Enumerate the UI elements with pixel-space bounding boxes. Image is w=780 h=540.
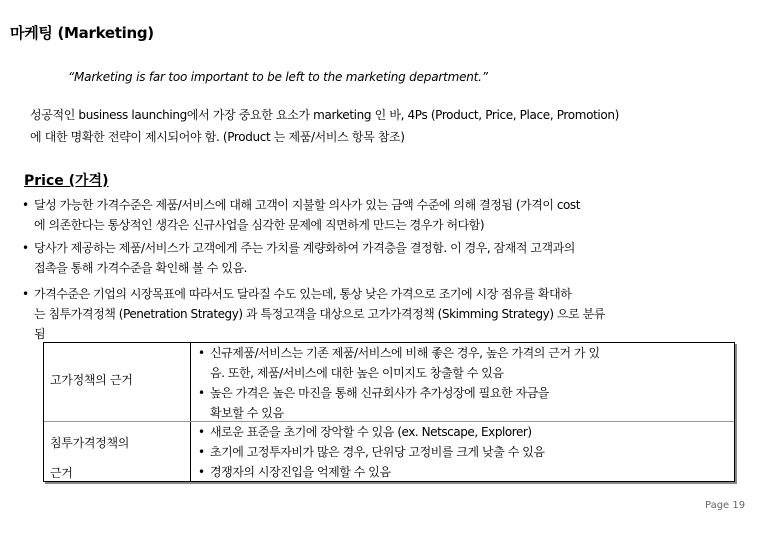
bullet-dot: • <box>198 425 205 439</box>
item-line: 음. 또한, 제품/서비스에 대한 높은 이미지도 창출할 수 있음 <box>210 366 504 380</box>
bullet-dot: • <box>22 241 29 255</box>
intro-line: 성공적인 business launching에서 가장 중요한 요소가 marketing 인 바, 4Ps (Product, Price, Place, Promotion) <box>30 108 619 122</box>
list-item <box>198 343 728 383</box>
bullet-dot: • <box>198 386 205 400</box>
slide-title: 마케팅 (Marketing) <box>10 24 154 42</box>
table-row <box>44 343 734 422</box>
bullet-line: 접촉을 통해 가격수준을 확인해 볼 수 있음. <box>34 261 247 275</box>
bullet-line: 됨 <box>34 327 46 341</box>
row-label: 고가정책의 근거 <box>50 373 133 387</box>
item-line: 확보할 수 있음 <box>210 406 284 420</box>
bullet-line: 에 의존한다는 통상적인 생각은 신규사업을 심각한 문제에 직면하게 만드는 경우가 허다함) <box>34 218 485 232</box>
bullet-dot: • <box>198 445 205 459</box>
list-item <box>198 462 728 482</box>
bullet-item <box>22 238 774 278</box>
pricing-strategy-table <box>43 342 735 482</box>
item-line: 새로운 표준을 초기에 장악할 수 있음 (ex. Netscape, Explorer) <box>210 425 532 439</box>
bullet-line: 달성 가능한 가격수준은 제품/서비스에 대해 고객이 지불할 의사가 있는 금액 수준에 의해 결정됨 (가격이 cost <box>34 198 580 212</box>
bullet-line: 당사가 제공하는 제품/서비스가 고객에게 주는 가치를 계량화하여 가격층을 결정함. 이 경우, 잠재적 고객과의 <box>34 241 575 255</box>
bullet-dot: • <box>22 198 29 212</box>
bullet-item <box>22 284 774 344</box>
bullet-dot: • <box>198 465 205 479</box>
row-label-line: 근거 <box>50 466 73 480</box>
item-line: 경쟁자의 시장진입을 억제할 수 있음 <box>210 465 391 479</box>
list-item <box>198 422 728 442</box>
item-line: 초기에 고정투자비가 많은 경우, 단위당 고정비를 크게 낮출 수 있음 <box>210 445 545 459</box>
list-item <box>198 442 728 462</box>
row-content <box>198 422 728 482</box>
table-row <box>44 422 734 481</box>
page-number: Page 19 <box>705 500 746 511</box>
row-content <box>198 343 728 423</box>
bullet-dot: • <box>198 346 205 360</box>
intro-line: 에 대한 명확한 전략이 제시되어야 함. (Product 는 제품/서비스 항목 참조) <box>30 130 405 144</box>
quote: “Marketing is far too important to be left to the marketing department.” <box>68 70 488 84</box>
row-label-line: 침투가격정책의 <box>50 436 130 450</box>
bullet-line: 는 침투가격정책 (Penetration Strategy) 과 특정고객을 대상으로 고가가격정책 (Skimming Strategy) 으로 분류 <box>34 307 605 321</box>
bullet-item <box>22 195 774 235</box>
item-line: 신규제품/서비스는 기존 제품/서비스에 비해 좋은 경우, 높은 가격의 근거 가 있 <box>210 346 600 360</box>
item-line: 높은 가격은 높은 마진을 통해 신규회사가 추가성장에 필요한 자금을 <box>210 386 549 400</box>
list-item <box>198 383 728 423</box>
price-heading: Price (가격) <box>24 173 109 189</box>
intro-paragraph <box>30 104 770 148</box>
bullet-dot: • <box>22 287 29 301</box>
bullet-line: 가격수준은 기업의 시장목표에 따라서도 달라질 수도 있는데, 통상 낮은 가격으로 조기에 시장 점유를 확대하 <box>34 287 572 301</box>
row-label <box>44 428 196 488</box>
